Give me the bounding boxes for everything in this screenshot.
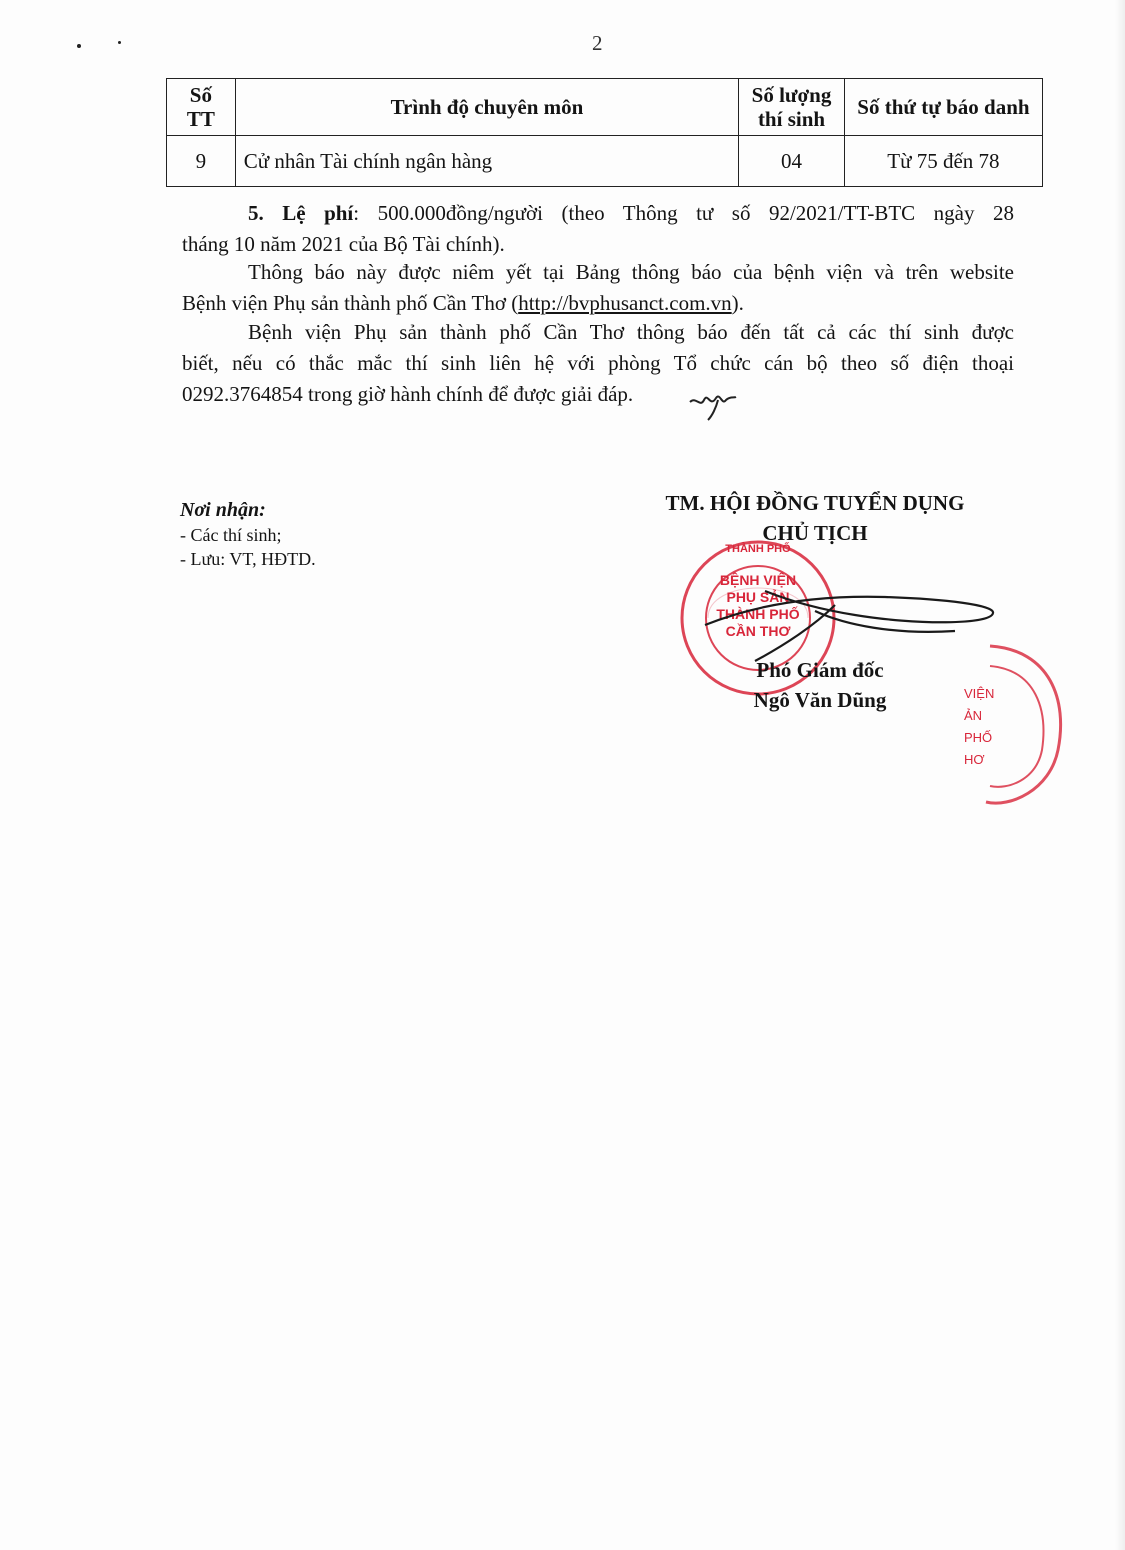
header-stt: Số TT [167,79,236,136]
partial-stamp-text: VIỆN ẢN PHỐ HƠ [964,686,995,767]
cell-count: 04 [739,136,845,187]
cell-specialty: Cử nhân Tài chính ngân hàng [235,136,738,187]
table-header-row [167,79,1043,136]
fee-text: : 500.000đồng/người (theo Thông tư số 92/2021/TT-BTC ngày 28 [353,201,1014,225]
recipients-title: Nơi nhận: [180,499,266,521]
fee-label: 5. Lệ phí [248,201,354,225]
contact-paragraph [182,317,1014,410]
candidate-table [166,78,1043,187]
cell-stt: 9 [167,136,236,187]
table-row [167,136,1043,187]
contact-text-cont: biết, nếu có thắc mắc thí sinh liên hệ với phòng Tổ chức cán bộ theo số điện thoại [182,351,1014,375]
recipient-item: - Lưu: VT, HĐTD. [180,549,316,569]
page-number: 2 [592,31,603,55]
recipients-block [180,497,316,571]
fee-paragraph [182,198,1014,260]
signer-name: Ngô Văn Dũng [753,688,887,712]
signer-position: Phó Giám đốc [756,658,884,682]
signer-block [680,655,960,715]
on-behalf-title: TM. HỘI ĐỒNG TUYỂN DỤNG [665,491,965,515]
scan-speck [77,44,81,48]
role-title: CHỦ TỊCH [762,521,868,545]
initial-mark-icon [688,386,738,422]
contact-text: Bệnh viện Phụ sản thành phố Cần Thơ thông báo đến tất cả các thí sinh được [248,320,1014,344]
scan-speck [118,41,121,44]
notice-paragraph [182,257,1014,319]
fee-text-cont: tháng 10 năm 2021 của Bộ Tài chính). [182,232,505,256]
notice-text: Thông báo này được niêm yết tại Bảng thông báo của bệnh viện và trên website [248,260,1014,284]
header-specialty: Trình độ chuyên môn [235,79,738,136]
header-range: Số thứ tự báo danh [844,79,1042,136]
header-count: Số lượng thí sinh [739,79,845,136]
stamp-inner-text: BỆNH VIỆN PHỤ SẢN THÀNH PHỐ CẦN THƠ [716,572,800,639]
stamp-ring-text: THÀNH PHỐ [725,543,791,555]
recipient-item: - Các thí sinh; [180,525,282,545]
website-link[interactable]: http://bvphusanct.com.vn [518,291,732,315]
notice-text-cont: Bệnh viện Phụ sản thành phố Cần Thơ (http://bvphusanct.com.vn). [182,291,744,315]
contact-text-end: 0292.3764854 trong giờ hành chính để được giải đáp. [182,382,634,406]
cell-range: Từ 75 đến 78 [844,136,1042,187]
page-edge-shadow [1115,0,1125,1550]
